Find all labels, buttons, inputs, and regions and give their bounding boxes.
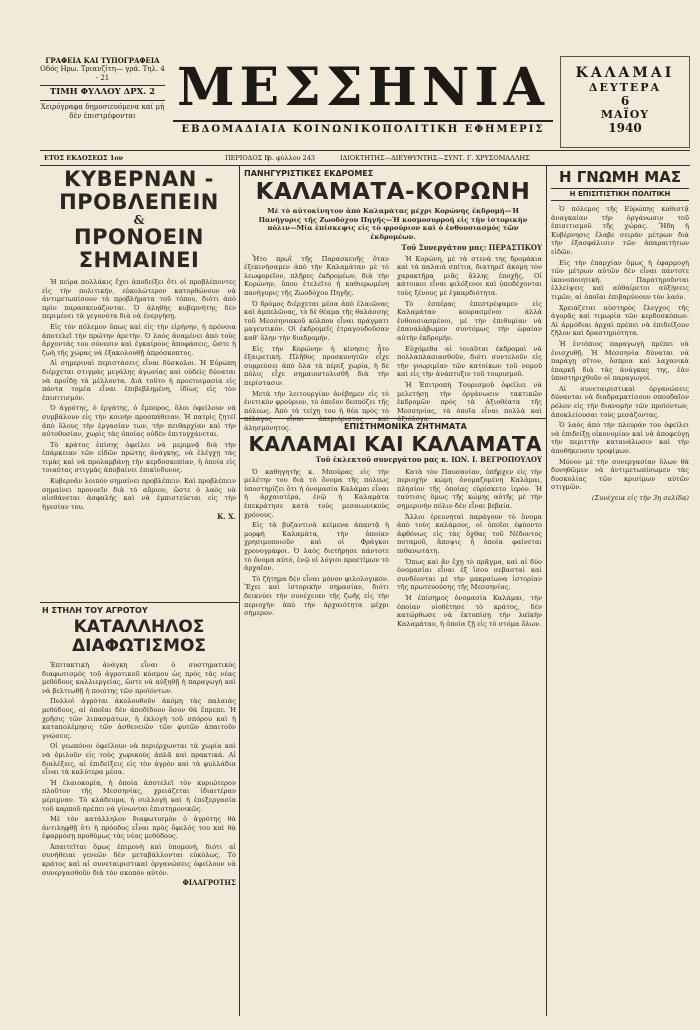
- signature: ΦΙΛΑΓΡΟΤΗΣ: [182, 878, 236, 888]
- kicker: Η ΣΤΗΛΗ ΤΟΥ ΑΓΡΟΤΟΥ: [42, 606, 148, 615]
- publication-year: ΕΤΟΣ ΕΚΔΟΣΕΩΣ 1ον: [44, 154, 124, 162]
- article-body: [244, 255, 542, 433]
- paragraph: Τὸ ἑσπέρας ἐπεστρέψαμεν εἰς Καλαμάταν κουρασμένοι ἀλλὰ ἐνθουσιασμένοι, μὲ τὴν ἐπιθυμίαν νὰ ἐπαναλάβωμεν συντόμως τὴν ὡραίαν αὐτὴν ἐκδρομήν.: [397, 299, 542, 342]
- paragraph: Οἱ γεωπόνοι ὀφείλουν νὰ περιέρχωνται τὰ χωρία καὶ νὰ ὁμιλοῦν εἰς τοὺς χωρικοὺς ἁπλᾶ καὶ πρακτικά. Αἱ διαλέξεις, αἱ ἐπιδείξεις εἰς τὸν ἀγρὸν καὶ τὰ φυλλάδια εἶναι τὰ καλύτερα μέσα.: [42, 742, 236, 777]
- section-rule: [40, 602, 239, 603]
- paragraph: Αἱ σημεριναὶ περιστάσεις εἶναι δύσκολοι. Ἡ Εὐρώπη διέρχεται στιγμὰς μεγάλης ἀγωνίας καὶ οὐδεὶς δύναται νὰ προΐδῃ τὰ μέλλοντα. Διὰ τοῦτο ἡ προετοιμασία εἰς πάντα τομέα εἶναι ἐπιβεβλημένη, ἰδίως εἰς τὸν ἐπισιτισμόν.: [42, 359, 236, 402]
- byline: Τοῦ ἐκλεκτοῦ συνεργάτου μας κ. ΙΩΝ. Ι. ΒΕΓΡΟΠΟΥΛΟΥ: [315, 455, 542, 464]
- headline-second-line: ΠΡΟΝΟΕΙΝ ΣΗΜΑΙΝΕΙ: [74, 225, 204, 272]
- paragraph: Ἦτο πρωῒ τῆς Παρασκευῆς ὅταν ἐξεκινήσαμεν ἀπὸ τὴν Καλαμάταν μὲ τὸ λεωφορεῖον, πλῆρες ἐκδρομέων, διὰ τὴν Κορώνην, ὅπου ἐτελεῖτο ἡ καθιερωμένη πανήγυρις τῆς Ζωοδόχου Πηγῆς.: [244, 254, 389, 297]
- paragraph: Ὁ ἀγρότης, ὁ ἐργάτης, ὁ ἔμπορος, ὅλοι ὀφείλουν νὰ συμβάλουν εἰς τὴν κοινὴν προσπάθειαν. Ἡ πατρὶς ζητεῖ ἀπὸ ὅλους τὴν ἐργασίαν των, τὴν πειθαρχίαν καὶ τὴν αὐτοθυσίαν, χωρὶς τὰς ὁποίας οὐδὲν ἐπιτυγχάνεται.: [42, 404, 236, 439]
- paragraph: Ὁ πόλεμος τῆς Εὐρώπης καθιστᾷ ἀναγκαίαν τὴν ὀργάνωσιν τοῦ ἐπισιτισμοῦ τῆς χώρας. Ἤδη ἡ Κυβέρνησις ἔλαβε σειρὰν μέτρων διὰ τὴν ἐξασφάλισιν τῶν ἀπαραιτήτων εἰδῶν.: [551, 205, 689, 256]
- masthead-info-box: [40, 56, 165, 148]
- year: 1940: [608, 121, 642, 135]
- paragraph: Ἀπαιτεῖται ὅμως ἐπιμονὴ καὶ ὑπομονή, διότι αἱ συνήθειαι γενεῶν δὲν μεταβάλλονται εὐκόλως. Τὸ κράτος καὶ αἱ συνεταιριστικαὶ ὀργανώσεις ὀφείλουν νὰ συνεργασθοῦν διὰ τὸν σκοπὸν αὐτόν.: [42, 842, 236, 877]
- paragraph: Ἡ πείρα πολλάκις ἔχει ἀποδείξει ὅτι οἱ προβλέποντες εἰς τὴν πολιτικήν, εὐκολώτερον κατορθώνουν νὰ ἀντιμετωπίσουν τὰ προβλήματα τοῦ τόπου, διότι ἀπὸ πρὶν παρασκευάζονται. Ὁ ἀληθὴς κυβερνήτης δὲν περιμένει τὰ γεγονότα διὰ νὰ ἐνεργήσῃ.: [42, 278, 236, 321]
- paragraph: Ἄλλοι ἐρευνηταὶ παράγουν τὸ ὄνομα ἀπὸ τοὺς καλάμους, οἱ ὁποῖοι ἐφύοντο ἀφθόνως εἰς τὰς ὄχθας τοῦ Νέδοντος ποταμοῦ, ἄποψις ἡ ὁποία φαίνεται πιθανωτάτη.: [397, 512, 542, 555]
- continued-note: (Συνέχεια εἰς τὴν 3η σελίδα): [591, 494, 689, 502]
- city-name: ΚΑΛΑΜΑΙ: [575, 65, 675, 81]
- column-rule: [546, 166, 547, 1016]
- paragraph: Ἡ ἐλαιοκομία, ἡ ὁποία ἀποτελεῖ τὸν κυριώτερον πλοῦτον τῆς Μεσσηνίας, χρειάζεται ἰδιαιτέραν μέριμναν. Τὸ κλάδευμα, ἡ συλλογὴ καὶ ἡ ἐπεξεργασία τοῦ καρποῦ πρέπει νὰ γίνωνται ἐπιστημονικῶς.: [42, 778, 236, 813]
- office-label: ΓΡΑΦΕΙΑ ΚΑΙ ΤΥΠΟΓΡΑΦΕΙΑ: [45, 56, 160, 65]
- date-number: 6: [620, 94, 630, 108]
- manuscripts-note-2: δέν έπιστρέφονται: [69, 112, 136, 120]
- signature: Κ. Χ.: [217, 512, 236, 522]
- issue-info-bar: [40, 150, 690, 166]
- paragraph: Εἰς τὰ βυζαντινὰ κείμενα ἀπαντᾷ ἡ μορφὴ Καλαμάτα, τὴν ὁποίαν χρησιμοποιοῦν καὶ οἱ Φράγκοι χρονογράφοι. Ὁ λαὸς διετήρησε πάντοτε τὸ ὄνομα αὐτό, ἐνῷ οἱ λόγιοι προετίμων τὸ ἀρχαῖον.: [244, 521, 389, 573]
- headline-ampersand: &: [133, 213, 145, 227]
- paragraph: Ὁ καθηγητὴς κ. Μπούρας εἰς τὴν μελέτην του διὰ τὸ ὄνομα τῆς πόλεως ὑποστηρίζει ὅτι ἡ ὀνομασία Καλάμαι εἶναι ἡ ἀρχαιοτέρα, ἐνῷ ἡ Καλαμάτα ἐπεκράτησε κατὰ τοὺς μεσαιωνικοὺς χρόνους.: [244, 467, 389, 519]
- article-our-opinion: [551, 168, 689, 1020]
- paragraph: Τὸ ζήτημα δὲν εἶναι μόνον φιλολογικόν. Ἔχει καὶ ἱστορικὴν σημασίαν, διότι δεικνύει τὴν συνέχειαν τῆς ζωῆς εἰς τὴν περιοχὴν ἀπὸ τὴν ἀρχαιότητα μέχρι σήμερον.: [244, 574, 389, 618]
- weekday: ΔΕΥΤΕΡΑ: [588, 81, 662, 94]
- article-kyvernan: [42, 168, 236, 600]
- newspaper-name: ΜΕΣΣΗΝΙΑ: [176, 57, 550, 118]
- paragraph: Χρειάζεται αὐστηρὸς ἔλεγχος τῆς ἀγορᾶς καὶ τιμωρία τῶν κερδοσκόπων. Αἱ ἀρμόδιαι ἀρχαὶ πρέπει νὰ ἐπιδείξουν ζῆλον καὶ δραστηριότητα.: [551, 303, 689, 338]
- paragraph: Ἡ Κορώνη, μὲ τὰ στενά της δρομάκια καὶ τὰ παλαιὰ σπίτια, διατηρεῖ ἀκόμη τὸν χαρακτῆρα μιᾶς ἄλλης ἐποχῆς. Οἱ κάτοικοι εἶναι φιλόξενοι καὶ ὑποδέχονται τοὺς ξένους μὲ ἐγκαρδιότητα.: [397, 254, 542, 297]
- column-rule: [239, 166, 240, 1016]
- headline: Η ΓΝΩΜΗ ΜΑΣ: [558, 168, 682, 186]
- paragraph: Εἰς τὸν πόλεμον ὅπως καὶ εἰς τὴν εἰρήνην, ἡ πρόνοια ἀποτελεῖ τὴν πρώτην ἀρετήν. Ὁ λαὸς ἀναμένει ἀπὸ τοὺς ἄρχοντάς του σύνεσιν καὶ ἐγκαίρους ἀποφάσεις, ὥστε ἡ ζωὴ τῆς χώρας νὰ ἐξακολουθῇ ἀπρόσκοπτος.: [42, 322, 236, 357]
- paragraph: Ἡ Ἐπιτροπὴ Τουρισμοῦ ὀφείλει νὰ μελετήσῃ τὴν ὀργάνωσιν τακτικῶν ἐκδρομῶν πρὸς τὰ ἀξιοθέατα τῆς Μεσσηνίας, τὰ ὁποῖα εἶναι πολλὰ καὶ ἀξιόλογα.: [397, 380, 542, 424]
- publication-period: ΠΕΡΙΟΔΟΣ Β': [225, 154, 271, 162]
- kicker: ΠΑΝΗΓΥΡΙΣΤΙΚΕΣ ΕΚΔΡΟΜΕΣ: [244, 169, 374, 178]
- subhead: Η ΕΠΙΣΙΤΙΣΤΙΚΗ ΠΟΛΙΤΙΚΗ: [551, 188, 689, 201]
- headline: ΚΑΤΑΛΛΗΛΟΣ ΔΙΑΦΩΤΙΣΜΟΣ: [71, 617, 207, 656]
- headline: ΚΑΛΑΜΑΙ ΚΑΙ ΚΑΛΑΜΑΤΑ: [248, 432, 542, 456]
- paragraph: Ὁ δρόμος διέρχεται μέσα ἀπὸ ἐλαιῶνας καὶ ἀμπελῶνας, τὸ δὲ θέαμα τῆς θαλάσσης τοῦ Μεσσηνιακοῦ κόλπου εἶναι πράγματι μαγευτικόν. Οἱ ἐκδρομεῖς ἐτραγουδοῦσαν καθ' ὅλην τὴν διαδρομήν.: [244, 299, 389, 342]
- paragraph: Ἡ ἐντόπιος παραγωγὴ πρέπει νὰ ἐνισχυθῇ. Ἡ Μεσσηνία δύναται νὰ παράγῃ σῖτον, ὄσπρια καὶ λαχανικὰ ἐπαρκῆ διὰ τὰς ἀνάγκας της, ἐὰν ὑποστηριχθοῦν οἱ παραγωγοί.: [551, 339, 689, 383]
- headline: ΚΑΛΑΜΑΤΑ-ΚΟΡΩΝΗ: [255, 179, 531, 205]
- byline: Τοῦ Συνεργάτου μας: ΠΕΡΑΣΤΙΚΟΥ: [401, 243, 542, 252]
- paragraph: Ἐπιτακτικὴ ἀνάγκη εἶναι ὁ συστηματικὸς διαφωτισμὸς τοῦ ἀγροτικοῦ κόσμου ὡς πρὸς τὰς νέας μεθόδους καλλιεργείας, ὥστε νὰ αὐξηθῇ ἡ παραγωγὴ καὶ νὰ βελτιωθῇ ἡ ποιότης τῶν προϊόντων.: [42, 661, 236, 695]
- paragraph: Κυβερνᾶν λοιπὸν σημαίνει προβλέπειν. Καὶ προβλέπειν σημαίνει προνοεῖν διὰ τὸ αὔριον, ὥστε ὁ λαὸς νὰ αἰσθάνεται ἀσφαλὴς καὶ νὰ ἐμπιστεύεται εἰς τὴν ἡγεσίαν του.: [42, 477, 236, 511]
- owner-editor: ΙΔΙΟΚΤΗΤΗΣ—ΔΙΕΥΘΥΝΤΗΣ—ΣΥΝΤ. Γ. ΧΡΥΣΟΜΑΛΛΗΣ: [340, 154, 530, 162]
- issue-price: ΤΙΜΗ ΦΥΛΛΟΥ ΔΡΧ. 2: [40, 85, 165, 97]
- kicker: ΕΠΙΣΤΗΜΟΝΙΚΑ ΖΗΤΗΜΑΤΑ: [344, 422, 467, 431]
- paragraph: Εἰς τὴν Κορώνην ἡ κίνησις ἦτο ἐξαιρετική. Πλῆθος προσκυνητῶν εἶχε συρρεύσει ἀπὸ ὅλα τὰ πέριξ χωρία, ἡ δὲ πόλις εἶχε σημαιοστολισθῆ διὰ τὴν περίστασιν.: [244, 344, 389, 387]
- masthead-title-block: [173, 56, 553, 148]
- paragraph: Ὅπως καὶ ἂν ἔχῃ τὸ πρᾶγμα, καὶ αἱ δύο ὀνομασίαι εἶναι ἐξ ἴσου σεβασταὶ καὶ συνδέονται μὲ τὴν μακραίωνα ἱστορίαν τῆς πρωτευούσης τῆς Μεσσηνίας.: [397, 557, 542, 592]
- paragraph: Μόνον μὲ τὴν συνεργασίαν ὅλων θὰ δυνηθῶμεν νὰ ἀντιμετωπίσωμεν τὰς δυσκολίας τῶν κρισίμων αὐτῶν στιγμῶν.: [551, 457, 689, 492]
- issue-number: ρ. φύλλου 243: [268, 154, 316, 162]
- article-kalamai-kalamata: [244, 421, 542, 1021]
- paragraph: Κατὰ τὸν Παυσανίαν, ὑπῆρχεν εἰς τὴν περιοχὴν κώμη ὀνομαζομένη Καλάμαι, πλησίον τῆς ὁποίας εὑρίσκετο ἱερὸν. Ἡ ταύτισις ὅμως τῆς κώμης αὐτῆς μὲ τὴν σημερινὴν πόλιν δὲν εἶναι βεβαία.: [397, 467, 542, 510]
- paragraph: Μὲ τὸν κατάλληλον διαφωτισμὸν ὁ ἀγρότης θὰ ἀντιληφθῇ ὅτι ἡ πρόοδος εἶναι πρὸς ὄφελός του καὶ θὰ ἐφαρμόσῃ προθύμως τὰς νέας μεθόδους.: [42, 815, 236, 841]
- paragraph: Μετὰ τὴν λειτουργίαν ἀνέβημεν εἰς τὸ ἐνετικὸν φρούριον, τὸ ὁποῖον δεσπόζει τῆς πόλεως. Ἀπὸ τὰ τείχη του ἡ θέα πρὸς τὸ πέλαγος εἶναι ἀπεριόριστος καὶ ἀλησμόνητος.: [244, 389, 389, 432]
- month-name: ΜΑΪΟΥ: [600, 108, 650, 121]
- article-body: [244, 468, 542, 629]
- paragraph: Ὁ λαὸς ἀπὸ τὴν πλευράν του ὀφείλει νὰ ἐπιδείξῃ οἰκονομίαν καὶ νὰ ἀποφεύγῃ τὴν περιττὴν κατανάλωσιν καὶ τὴν ἀποθήκευσιν τροφίμων.: [551, 421, 689, 456]
- paragraph: Εὐχόμεθα αἱ τοιαῦται ἐκδρομαὶ νὰ πολλαπλασιασθοῦν, διότι συντελοῦν εἰς τὴν γνωριμίαν τῶν κατοίκων τοῦ νομοῦ καὶ εἰς τὴν ἀνάπτυξιν τοῦ τουρισμοῦ.: [397, 344, 542, 379]
- paragraph: Αἱ συνεταιριστικαὶ ὀργανώσεις δύνανται νὰ διαδραματίσουν σπουδαῖον ρόλον εἰς τὴν διανομὴν τῶν προϊόντων, ἀποκλείουσαι τοὺς μεσάζοντας.: [551, 384, 689, 419]
- headline: ΚΥΒΕΡΝΑΝ - ΠΡΟΒΛΕΠΕΙΝ: [59, 167, 219, 214]
- masthead-date-box: [560, 56, 690, 148]
- paragraph: Εἰς τὴν ἐπαρχίαν ὅμως ἡ ἐφαρμογὴ τῶν μέτρων αὐτῶν δὲν εἶναι πάντοτε ἱκανοποιητική. Παρατηροῦνται ἐλλείψεις καὶ αὐθαίρετοι αὐξήσεις τιμῶν, αἱ ὁποῖαι ἐπιβαρύνουν τὸν λαόν.: [551, 258, 689, 301]
- masthead: [40, 56, 690, 148]
- paragraph: Τὸ κράτος ἐπίσης ὀφείλει νὰ μεριμνᾷ διὰ τὴν ἐπάρκειαν τῶν εἰδῶν πρώτης ἀνάγκης, νὰ ἐλέγχῃ τὰς τιμὰς καὶ νὰ προλαμβάνῃ τὴν κερδοσκοπίαν, ἡ ὁποία εἰς τοιαύτας στιγμὰς ἀποβαίνει ἐπικίνδυνος.: [42, 440, 236, 475]
- newspaper-subtitle: ΕΒΔΟΜΑΔΙΑΙΑ ΚΟΙΝΩΝΙΚΟΠΟΛΙΤΙΚΗ ΕΦΗΜΕΡΙΣ: [173, 120, 553, 135]
- manuscripts-note-1: Χειρόγραφα δημοσιευόμενα καί μή: [40, 100, 165, 112]
- article-farmers-column: [42, 605, 236, 1025]
- office-address: Οδός Ηρω. Τριανζίτη— γρά. Τηλ. 4 - 21: [40, 65, 165, 82]
- paragraph: Πολλοὶ ἀγρόται ἀκολουθοῦν ἀκόμη τὰς παλαιὰς μεθόδους, αἱ ὁποῖαι δὲν ἀποδίδουν ὅσον θὰ ἔπρεπε. Ἡ χρῆσις τῶν λιπασμάτων, ἡ ἐκλογὴ τοῦ σπόρου καὶ ἡ καταπολέμησις τῶν ἀσθενειῶν τῶν φυτῶν ἀπαιτοῦν γνώσεις.: [42, 697, 236, 740]
- deck: Μὲ τὸ αὐτοκίνητον ἀπὸ Καλαμάτας μέχρι Κορώνης ἐκδρομή—Ἡ Πανήγυρις τῆς Ζωοδόχου Πηγῆς—Ἡ κοσμοσυρροή εἰς τὴν ἱστορικὴν πόλιν—Μία ἐπίσκεψις εἰς τὸ φρούριον καὶ ὁ ἐνθουσιασμὸς τῶν ἐκδρομέων.: [258, 207, 528, 241]
- paragraph: Ἡ ἐπίσημος ὀνομασία Καλάμαι, τὴν ὁποίαν υἱοθέτησε τὸ κράτος, δὲν κατώρθωσε νὰ ἐκτοπίσῃ τὴν λαϊκὴν Καλαμάταν, ἡ ὁποία ζῇ εἰς τὸ στόμα ὅλων.: [397, 593, 542, 628]
